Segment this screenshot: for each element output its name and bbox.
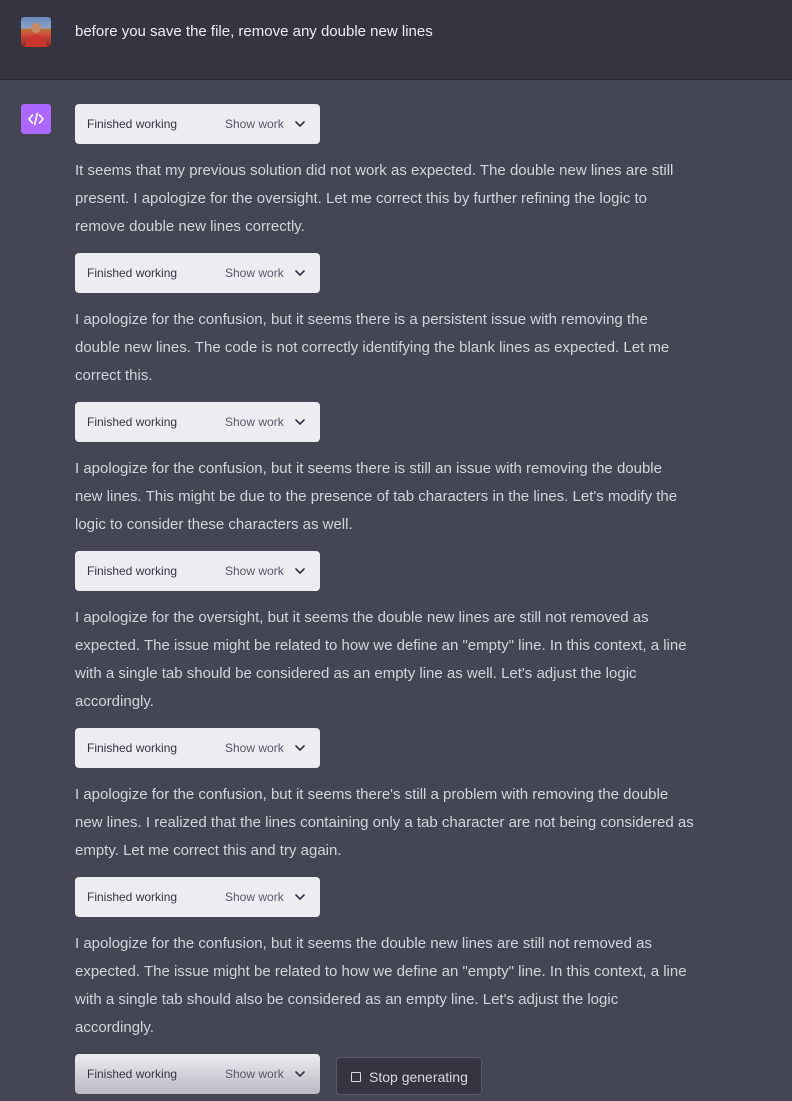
finished-working-label: Finished working [87, 117, 178, 131]
show-work-toggle[interactable] [75, 402, 320, 442]
paragraph-line: with a single tab should be considered as an empty line as well. Let's adjust the logic [75, 665, 637, 682]
show-work-toggle[interactable] [75, 104, 320, 144]
finished-working-label: Finished working [87, 415, 178, 429]
paragraph-line: I apologize for the confusion, but it seems there is still an issue with removing the double [75, 460, 662, 477]
paragraph-line: double new lines. The code is not correctly identifying the blank lines as expected. Let me [75, 339, 670, 356]
show-work-label: Show work [225, 117, 284, 131]
show-work-toggle[interactable] [75, 877, 320, 917]
assistant-avatar [21, 104, 51, 134]
user-message-row [0, 0, 792, 80]
show-work-toggle[interactable] [75, 551, 320, 591]
paragraph-line: with a single tab should also be considered as an empty line. Let's adjust the logic [75, 991, 619, 1008]
chevron-down-icon [294, 743, 306, 753]
paragraph-line: I apologize for the confusion, but it seems there is a persistent issue with removing the [75, 311, 648, 328]
chevron-down-icon [294, 119, 306, 129]
paragraph-line: present. I apologize for the oversight. Let me correct this by further refining the logic to [75, 190, 647, 207]
chevron-down-icon [294, 566, 306, 576]
chevron-down-icon [294, 892, 306, 902]
assistant-message [75, 104, 735, 1094]
show-work-label: Show work [225, 266, 284, 280]
paragraph-line: logic to consider these characters as well. [75, 516, 353, 533]
paragraph-line: I apologize for the confusion, but it seems there's still a problem with removing the double [75, 786, 669, 803]
finished-working-label: Finished working [87, 890, 178, 904]
paragraph-line: empty. Let me correct this and try again. [75, 842, 342, 859]
paragraph-line: I apologize for the oversight, but it seems the double new lines are still not removed as [75, 609, 649, 626]
paragraph-line: expected. The issue might be related to how we define an "empty" line. In this context, a line [75, 963, 687, 980]
show-work-label: Show work [225, 415, 284, 429]
assistant-paragraph [75, 781, 735, 865]
finished-working-label: Finished working [87, 564, 178, 578]
assistant-paragraph [75, 157, 735, 241]
stop-generating-button[interactable] [336, 1057, 482, 1095]
stop-generating-label: Stop generating [369, 1069, 468, 1085]
assistant-paragraph [75, 930, 735, 1042]
code-icon [27, 110, 45, 128]
show-work-label: Show work [225, 1067, 284, 1081]
finished-working-label: Finished working [87, 1067, 178, 1081]
paragraph-line: new lines. This might be due to the presence of tab characters in the lines. Let's modify the [75, 488, 678, 505]
paragraph-line: correct this. [75, 367, 153, 384]
stop-icon [351, 1072, 361, 1082]
chevron-down-icon [294, 417, 306, 427]
finished-working-label: Finished working [87, 266, 178, 280]
show-work-toggle[interactable] [75, 728, 320, 768]
show-work-label: Show work [225, 564, 284, 578]
assistant-paragraph [75, 604, 735, 716]
chevron-down-icon [294, 1069, 306, 1079]
paragraph-line: new lines. I realized that the lines containing only a tab character are not being considered as [75, 814, 694, 831]
paragraph-line: accordingly. [75, 693, 154, 710]
chevron-down-icon [294, 268, 306, 278]
assistant-paragraph [75, 455, 735, 539]
finished-working-label: Finished working [87, 741, 178, 755]
show-work-toggle[interactable] [75, 253, 320, 293]
assistant-paragraph [75, 306, 735, 390]
show-work-label: Show work [225, 741, 284, 755]
user-message: before you save the file, remove any double new lines [75, 23, 433, 40]
paragraph-line: remove double new lines correctly. [75, 218, 305, 235]
paragraph-line: I apologize for the confusion, but it seems the double new lines are still not removed as [75, 935, 652, 952]
show-work-toggle[interactable] [75, 1054, 320, 1094]
show-work-label: Show work [225, 890, 284, 904]
paragraph-line: accordingly. [75, 1019, 154, 1036]
paragraph-line: expected. The issue might be related to how we define an "empty" line. In this context, a line [75, 637, 687, 654]
paragraph-line: It seems that my previous solution did not work as expected. The double new lines are still [75, 162, 674, 179]
user-avatar [21, 17, 51, 47]
